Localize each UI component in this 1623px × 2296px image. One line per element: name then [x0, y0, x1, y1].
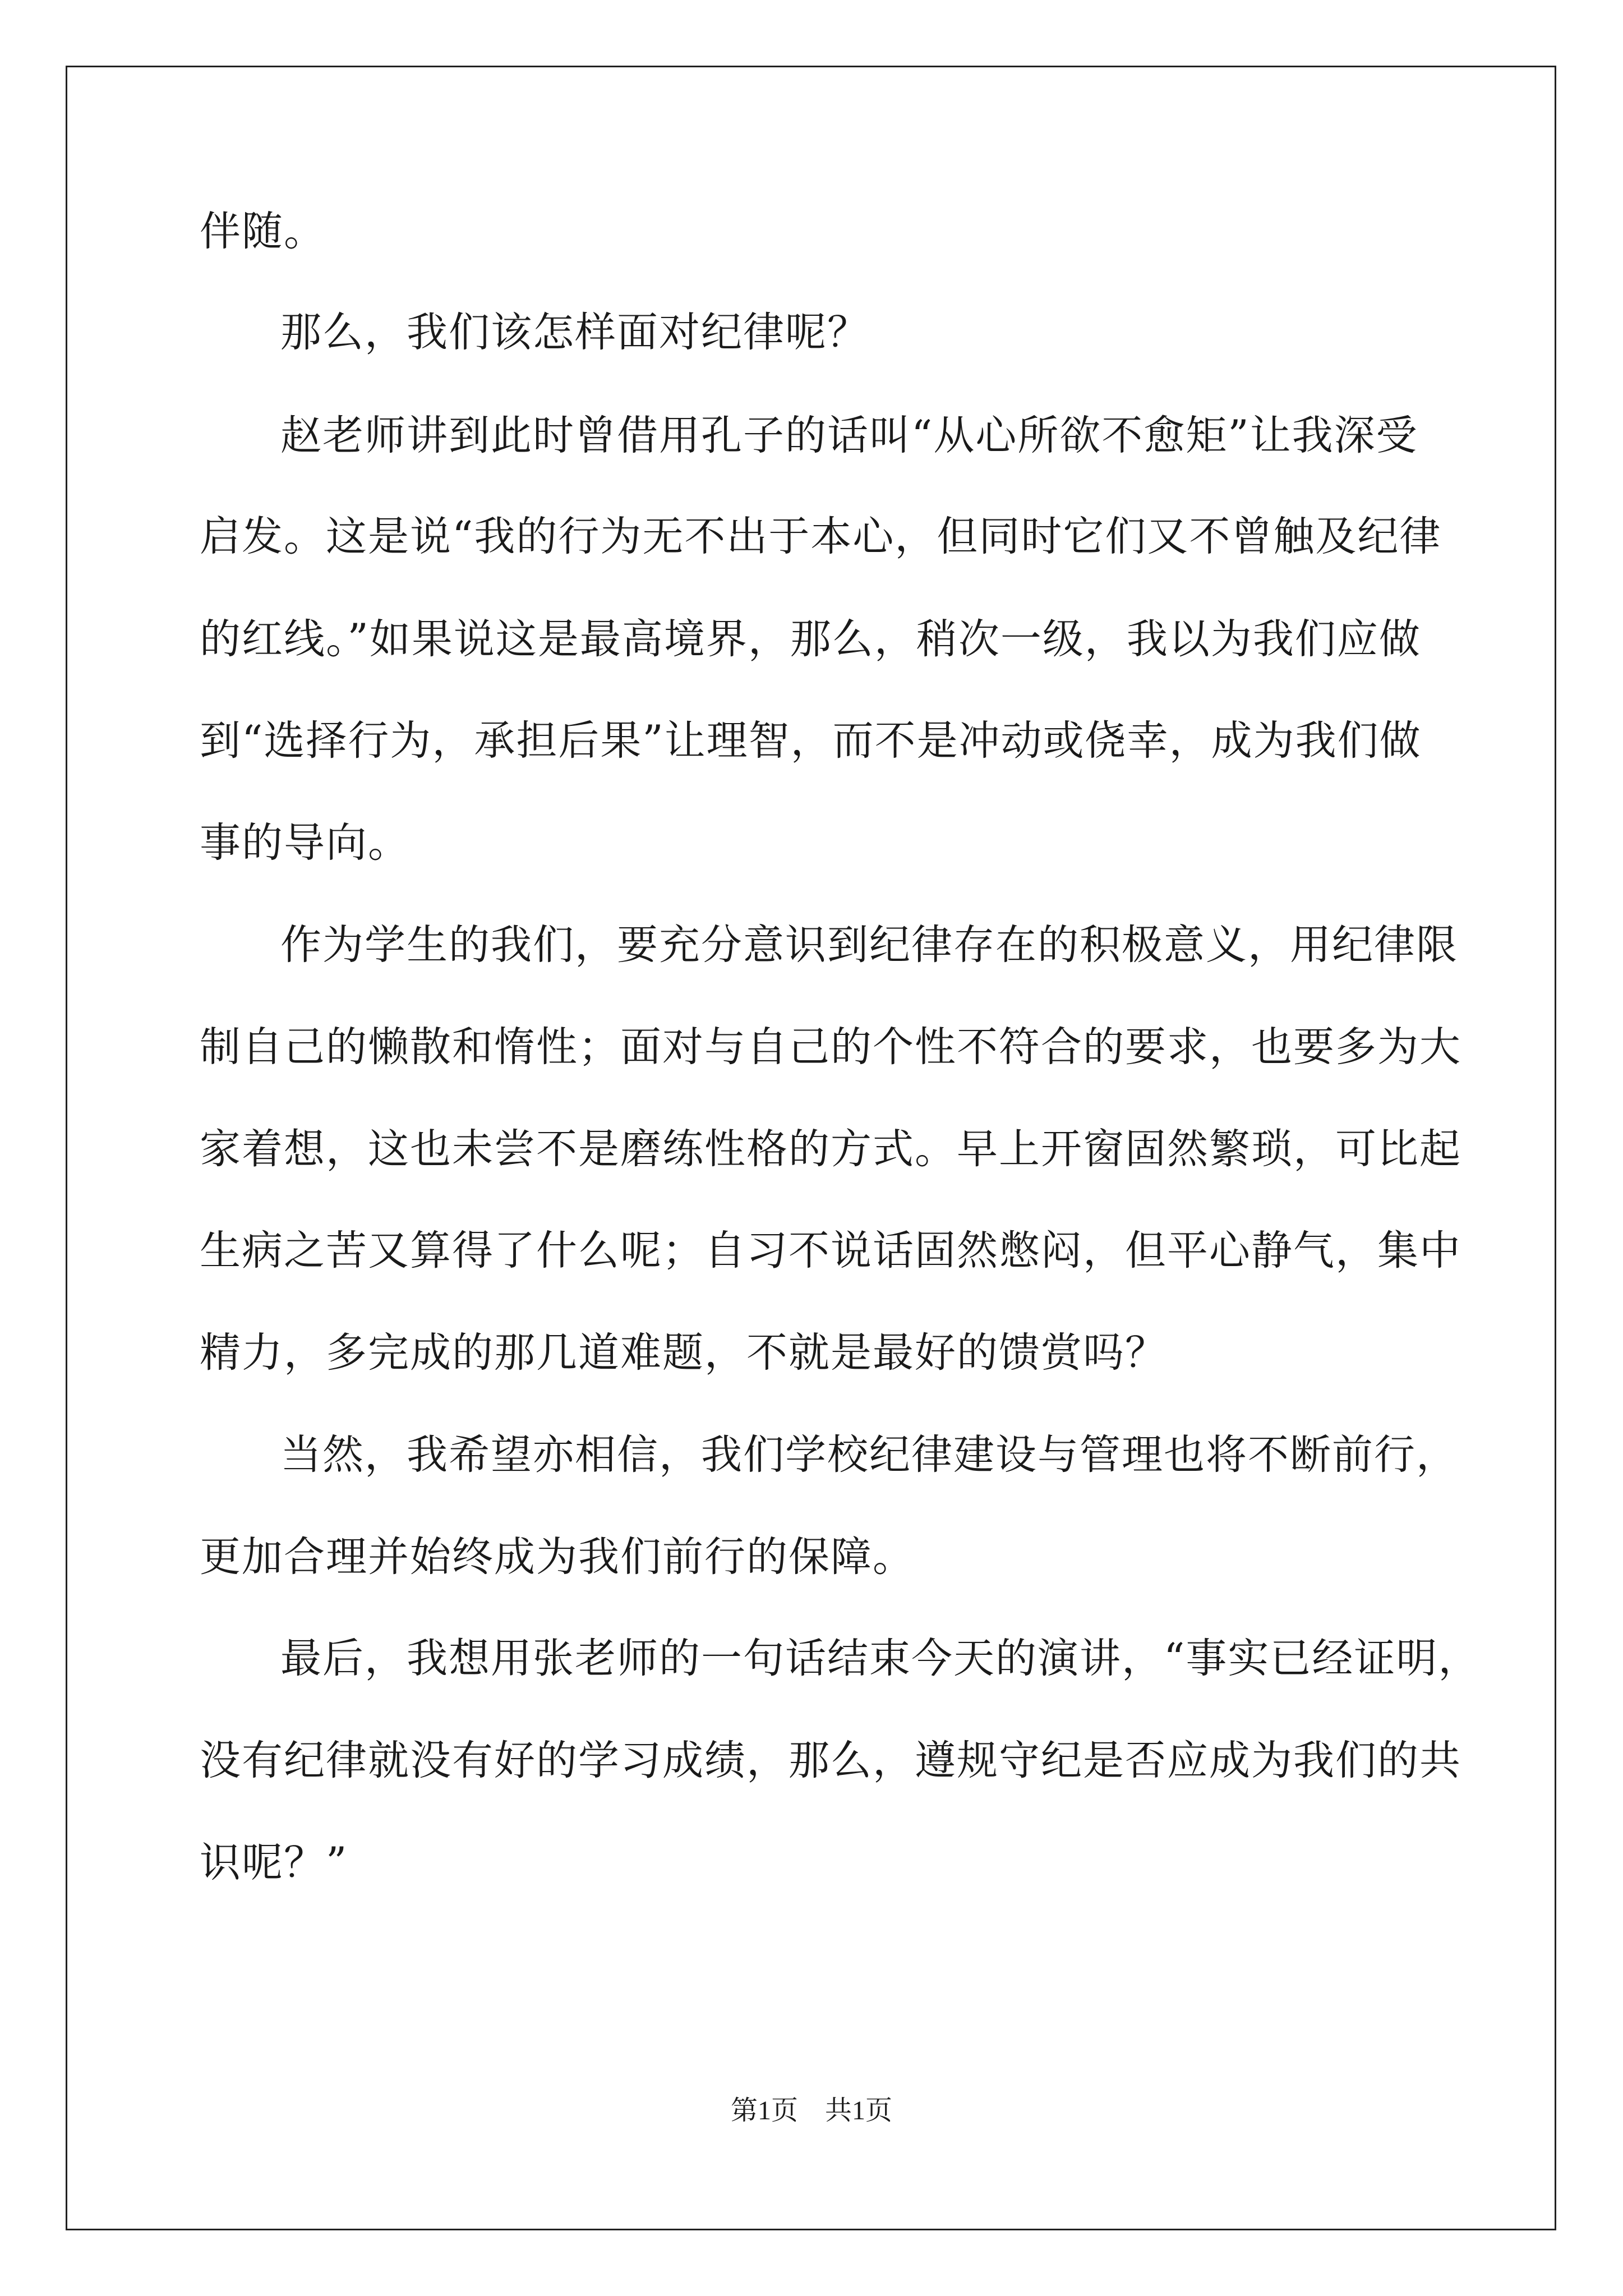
- paragraph-line: 生病之苦又算得了什么呢；自习不说话固然憋闷，但平心静气，集中: [200, 1227, 1461, 1274]
- paragraph-line: 那么，我们该怎样面对纪律呢？: [280, 309, 869, 356]
- paragraph-line: 的红线。”如果说这是最高境界，那么，稍次一级，我以为我们应做: [200, 615, 1421, 663]
- paragraph-line: 家着想，这也未尝不是磨练性格的方式。早上开窗固然繁琐，可比起: [200, 1125, 1461, 1173]
- paragraph-line: 更加合理并始终成为我们前行的保障。: [200, 1533, 915, 1581]
- paragraph-line: 制自己的懒散和惰性；面对与自己的个性不符合的要求，也要多为大: [200, 1023, 1461, 1071]
- page-total: 共1页: [825, 2096, 893, 2125]
- paragraph-line: 到“选择行为，承担后果”让理智，而不是冲动或侥幸，成为我们做: [200, 717, 1422, 765]
- paragraph-line: 识呢？”: [200, 1839, 348, 1887]
- paragraph-line: 启发。这是说“我的行为无不出于本心，但同时它们又不曾触及纪律: [200, 513, 1442, 560]
- paragraph-line: 作为学生的我们，要充分意识到纪律存在的积极意义，用纪律限: [280, 921, 1458, 969]
- page-footer: [0, 2094, 1623, 2128]
- paragraph-line: 赵老师讲到此时曾借用孔子的话叫“从心所欲不愈矩”让我深受: [280, 412, 1418, 459]
- paragraph-line: 精力，多完成的那几道难题，不就是最好的馈赏吗？: [200, 1329, 1167, 1377]
- paragraph-line: 最后，我想用张老师的一句话结束今天的演讲，“事实已经证明，: [280, 1635, 1481, 1682]
- page-number: 第1页: [730, 2096, 798, 2125]
- paragraph-line: 当然，我希望亦相信，我们学校纪律建设与管理也将不断前行，: [280, 1431, 1458, 1479]
- paragraph-line: 伴随。: [200, 208, 326, 255]
- paragraph-line: 事的导向。: [200, 819, 410, 867]
- paragraph-line: 没有纪律就没有好的学习成绩，那么，遵规守纪是否应成为我们的共: [200, 1737, 1461, 1784]
